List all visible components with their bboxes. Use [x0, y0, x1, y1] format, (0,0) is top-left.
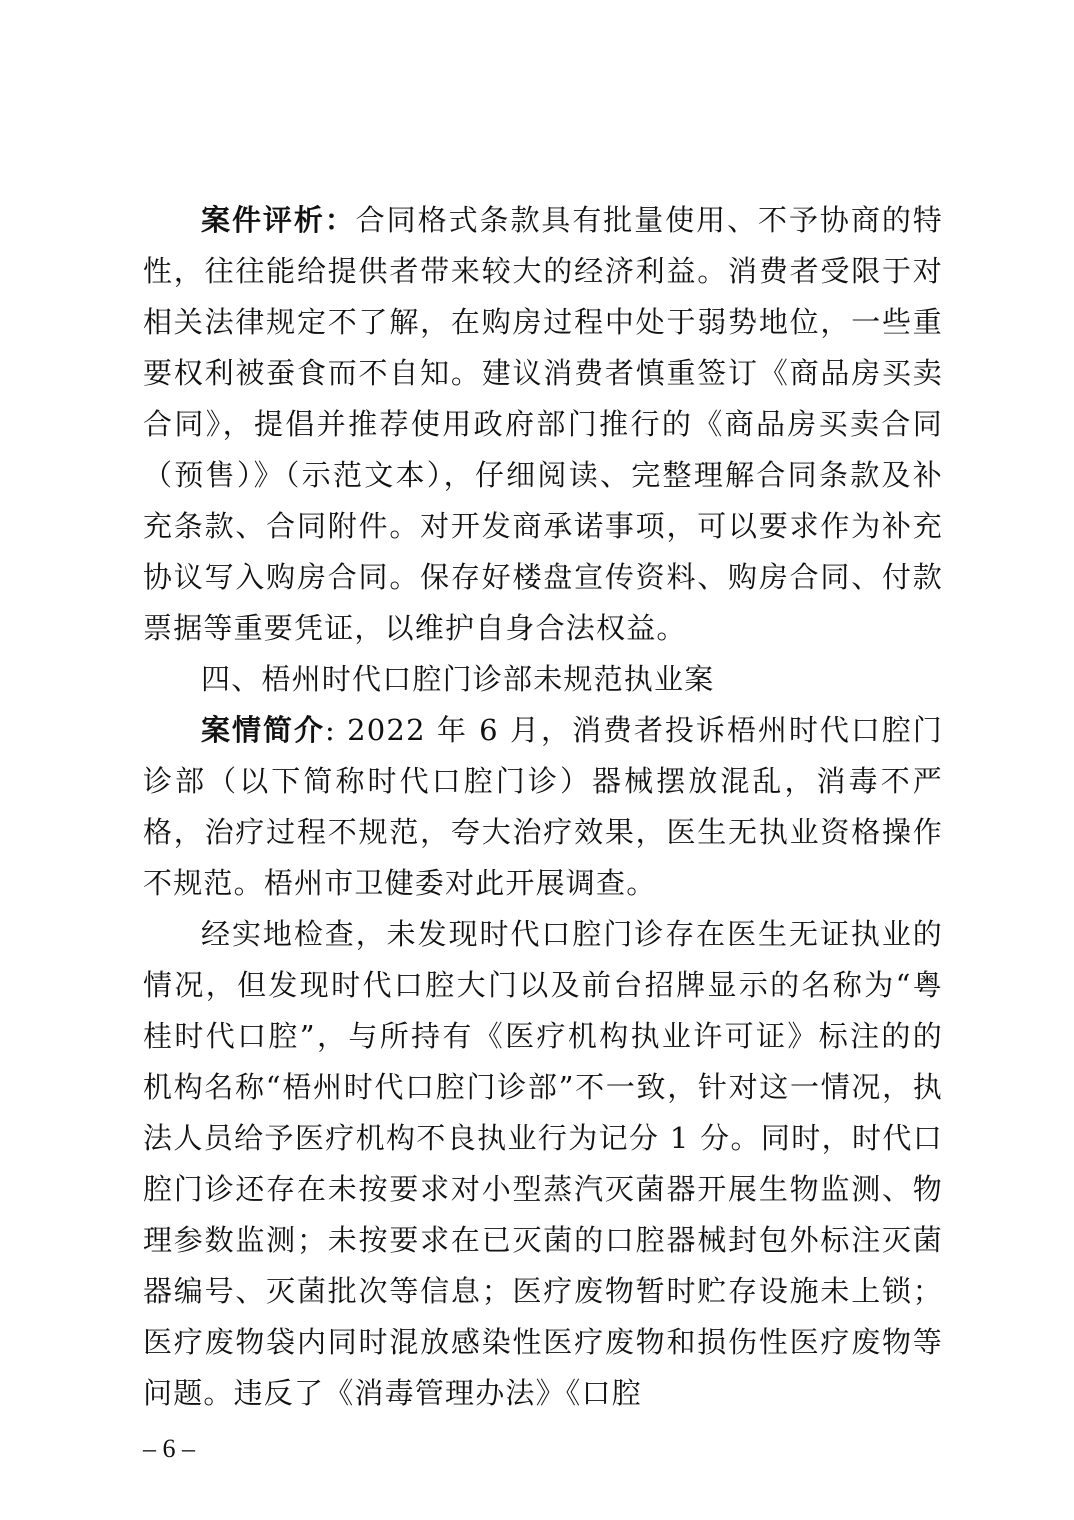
case-analysis-paragraph — [143, 195, 943, 654]
document-body — [143, 195, 943, 1419]
section-heading: 四、梧州时代口腔门诊部未规范执业案 — [201, 662, 715, 696]
case-analysis-text: 合同格式条款具有批量使用、不予协商的特性，往往能给提供者带来较大的经济利益。消费者受限于对相关法律规定不了解，在购房过程中处于弱势地位，一些重要权利被蚕食而不自知。建议消费者慎重签订《商品房买卖合同》，提倡并推荐使用政府部门推行的《商品房买卖合同（预售）》（示范文本），仔细阅读、完整理解合同条款及补充条款、合同附件。对开发商承诺事项，可以要求作为补充协议写入购房合同。保存好楼盘宣传资料、购房合同、付款票据等重要凭证，以维护自身合法权益。 — [143, 203, 943, 645]
case-intro-text: : 2022 年 6 月，消费者投诉梧州时代口腔门诊部（以下简称时代口腔门诊）器械摆放混乱，消毒不严格，治疗过程不规范，夸大治疗效果，医生无执业资格操作不规范。梧州市卫健委对此开展调查。 — [143, 713, 943, 900]
case-analysis-label: 案件评析： — [201, 203, 356, 237]
case-intro-label: 案情简介 — [201, 713, 325, 747]
investigation-paragraph: 经实地检查，未发现时代口腔门诊存在医生无证执业的情况，但发现时代口腔大门以及前台招牌显示的名称为“粤桂时代口腔”，与所持有《医疗机构执业许可证》标注的的机构名称“梧州时代口腔门诊部”不一致，针对这一情况，执法人员给予医疗机构不良执业行为记分 1 分。同时，时代口腔门诊还存在未按要求对小型蒸汽灭菌器开展生物监测、物理参数监测；未按要求在已灭菌的口腔器械封包外标注灭菌器编号、灭菌批次等信息；医疗废物暂时贮存设施未上锁；医疗废物袋内同时混放感染性医疗废物和损伤性医疗废物等问题。违反了《消毒管理办法》《口腔 — [143, 917, 943, 1410]
page-number: – 6 – — [143, 1434, 195, 1463]
case-intro-paragraph — [143, 705, 943, 909]
